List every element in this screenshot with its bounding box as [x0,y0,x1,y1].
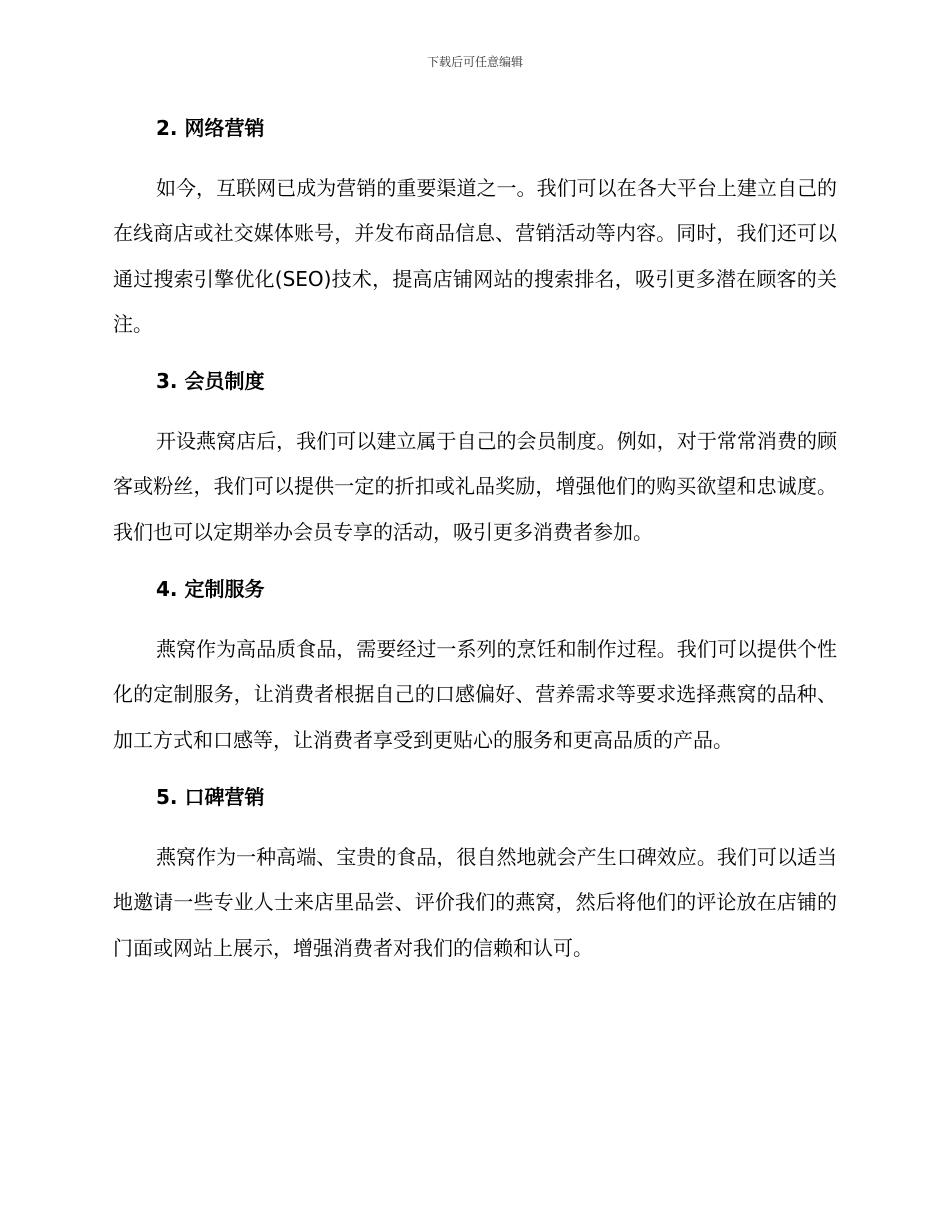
section-heading: 3. 会员制度 [156,369,265,394]
section-heading: 2. 网络营销 [156,116,265,140]
section-custom-service [113,571,837,763]
page-header-note: 下载后可任意编辑 [426,55,523,69]
document-body [113,110,837,971]
section-online-marketing [113,110,837,347]
section-paragraph: 燕窝作为一种高端、宝贵的食品，很自然地就会产生口碑效应。我们可以适当地邀请一些专业人士来店里品尝、评价我们的燕窝，然后将他们的评论放在店铺的门面或网站上展示，增强消费者对我们的信赖和认可。 [113,844,837,960]
section-paragraph: 如今，互联网已成为营销的重要渠道之一。我们可以在各大平台上建立自己的在线商店或社交媒体账号，并发布商品信息、营销活动等内容。同时，我们还可以通过搜索引擎优化(SEO)技术，提高店铺网站的搜索排名，吸引更多潜在顾客的关注。 [113,176,837,336]
section-paragraph: 燕窝作为高品质食品，需要经过一系列的烹饪和制作过程。我们可以提供个性化的定制服务，让消费者根据自己的口感偏好、营养需求等要求选择燕窝的品种、加工方式和口感等，让消费者享受到更贴心的服务和更高品质的产品。 [113,637,837,752]
section-heading: 4. 定制服务 [156,577,265,602]
section-heading: 5. 口碑营销 [156,784,265,809]
section-word-of-mouth [113,779,837,971]
section-membership [113,363,837,555]
section-paragraph: 开设燕窝店后，我们可以建立属于自己的会员制度。例如，对于常常消费的顾客或粉丝，我们可以提供一定的折扣或礼品奖励，增强他们的购买欲望和忠诚度。我们也可以定期举办会员专享的活动，吸引更多消费者参加。 [113,429,837,544]
